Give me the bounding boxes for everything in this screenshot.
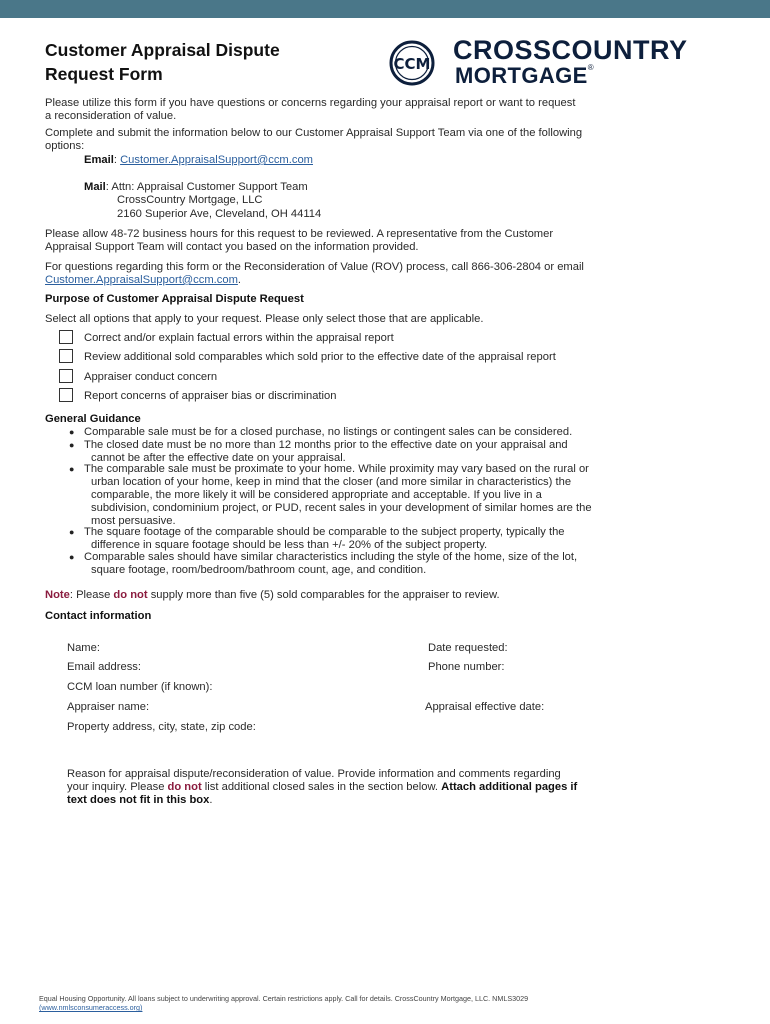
intro-paragraph-2: Complete and submit the information below to our Customer Appraisal Support Team via one of the following options: <box>45 127 583 152</box>
purpose-heading: Purpose of Customer Appraisal Dispute Request <box>45 293 304 305</box>
ccm-seal-icon <box>389 40 435 86</box>
footer-disclaimer: Equal Housing Opportunity. All loans subject to underwriting approval. Certain restrictions apply. Call for details. CrossCountry Mortgage, LLC. NMLS3029 (www.nmlsconsumeraccess.org) <box>39 994 529 1012</box>
company-logo <box>389 35 729 88</box>
phone-field-label[interactable]: Phone number: <box>428 661 505 673</box>
mail-company: CrossCountry Mortgage, LLC <box>117 194 263 206</box>
brand-subname: MORTGAGE® <box>455 63 595 88</box>
reason-field-label[interactable]: Reason for appraisal dispute/reconsideration of value. Provide information and comments regarding your inquiry. Please do not list additional closed sales in the section below. Attach additional pages if text does not fit in this box. <box>67 768 578 806</box>
bullet-icon: ● <box>69 427 75 437</box>
page-title: Customer Appraisal Dispute Request Form <box>45 40 280 84</box>
top-banner <box>0 0 770 18</box>
guidance-item-proximity: The comparable sale must be proximate to your home. While proximity may vary based on the rural or urban location of your home, keep in mind that the closer (and more similar in characteristics) the comparable, the more likely it will be considered appropriate and acceptable. If you live in a subdivision, condominium project, or PUD, recent sales in your development of similar homes are the most persuasive. <box>84 463 592 527</box>
guidance-item-characteristics: Comparable sales should have similar characteristics including the style of the home, size of the lot, square footage, room/bedroom/bathroom count, age, and condition. <box>84 551 578 576</box>
name-field-label[interactable]: Name: <box>67 642 100 654</box>
guidance-item-closed-date: The closed date must be no more than 12 months prior to the effective date on your appraisal and cannot be after the effective date on your appraisal. <box>84 439 568 464</box>
registered-mark: ® <box>587 63 595 72</box>
property-address-field-label[interactable]: Property address, city, state, zip code: <box>67 721 256 733</box>
guidance-item-closed-purchase: Comparable sale must be for a closed purchase, no listings or contingent sales can be considered. <box>84 426 573 438</box>
bullet-icon: ● <box>69 464 75 474</box>
option-label-factual-errors: Correct and/or explain factual errors within the appraisal report <box>84 332 394 344</box>
date-requested-field-label[interactable]: Date requested: <box>428 642 508 654</box>
option-label-additional-comparables: Review additional sold comparables which sold prior to the effective date of the appraisal report <box>84 351 556 363</box>
guidance-item-square-footage: The square footage of the comparable should be comparable to the subject property, typically the difference in square footage should be less than +/- 20% of the subject property. <box>84 526 565 551</box>
rov-email-link[interactable]: Customer.AppraisalSupport@ccm.com <box>45 274 238 286</box>
nmls-link[interactable]: (www.nmlsconsumeraccess.org) <box>39 1003 143 1012</box>
option-label-appraiser-conduct: Appraiser conduct concern <box>84 371 218 383</box>
option-label-bias: Report concerns of appraiser bias or discrimination <box>84 390 337 402</box>
loan-number-field-label[interactable]: CCM loan number (if known): <box>67 681 213 693</box>
option-checkbox-additional-comparables[interactable] <box>59 349 73 363</box>
email-field-label[interactable]: Email address: <box>67 661 141 673</box>
contact-heading: Contact information <box>45 610 152 622</box>
bullet-icon: ● <box>69 440 75 450</box>
purpose-instruction: Select all options that apply to your request. Please only select those that are applicable. <box>45 313 484 325</box>
appraiser-name-field-label[interactable]: Appraiser name: <box>67 701 150 713</box>
email-option: Email: Customer.AppraisalSupport@ccm.com <box>84 154 313 166</box>
effective-date-field-label[interactable]: Appraisal effective date: <box>425 701 545 713</box>
support-email-link[interactable]: Customer.AppraisalSupport@ccm.com <box>120 154 313 166</box>
mail-option: Mail: Attn: Appraisal Customer Support Team <box>84 181 308 193</box>
intro-paragraph-3: Please allow 48-72 business hours for this request to be reviewed. A representative from the Customer Appraisal Support Team will contact you based on the information provided. <box>45 228 554 253</box>
brand-name: CROSSCOUNTRY <box>453 35 688 65</box>
intro-paragraph-1: Please utilize this form if you have questions or concerns regarding your appraisal report or want to request a reconsideration of value. <box>45 97 576 122</box>
option-checkbox-factual-errors[interactable] <box>59 330 73 344</box>
option-checkbox-appraiser-conduct[interactable] <box>59 369 73 383</box>
note-text: Note: Please do not supply more than five (5) sold comparables for the appraiser to review. <box>45 589 500 601</box>
seal-text: CCM <box>393 55 431 73</box>
guidance-heading: General Guidance <box>45 413 141 425</box>
bullet-icon: ● <box>69 552 75 562</box>
option-checkbox-bias[interactable] <box>59 388 73 402</box>
bullet-icon: ● <box>69 527 75 537</box>
mail-address: 2160 Superior Ave, Cleveland, OH 44114 <box>117 208 322 220</box>
intro-paragraph-4: For questions regarding this form or the Reconsideration of Value (ROV) process, call 866-306-2804 or email Customer.AppraisalSupport@ccm.com. <box>45 261 584 286</box>
